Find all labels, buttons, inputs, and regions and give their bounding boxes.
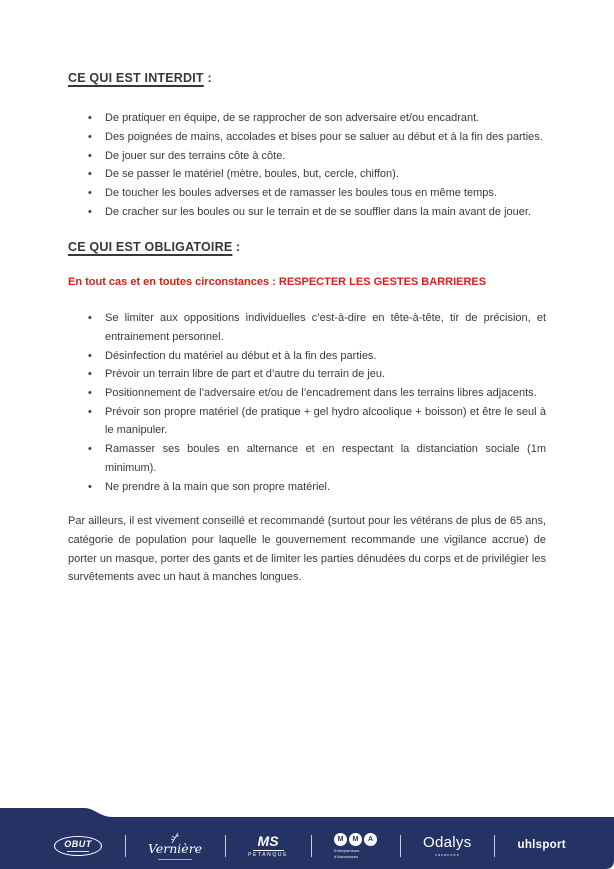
footer-divider — [125, 835, 126, 857]
sponsor-row — [0, 823, 614, 869]
sponsor-logo-verniere — [148, 832, 202, 860]
sponsor-logo-mma — [334, 833, 377, 858]
footer-divider — [494, 835, 495, 857]
heading-interdit-text: CE QUI EST INTERDIT — [68, 71, 204, 85]
sponsor-footer — [0, 808, 614, 869]
list-item: • Positionnement de l’adversaire et/ou de l’encadrement dans les terrains libres adjacents. — [68, 384, 546, 403]
document-body — [68, 68, 546, 587]
obut-label: OBUT — [64, 839, 92, 850]
sponsor-logo-ms-petanque — [248, 834, 288, 858]
list-item: • De pratiquer en équipe, de se rapprocher de son adversaire et/ou encadrant. — [68, 109, 546, 128]
odalys-vacances-label: vacances — [434, 851, 460, 857]
list-item: • Ramasser ses boules en alternance et en respectant la distanciation sociale (1m minimum). — [68, 440, 546, 477]
ms-label: MS — [253, 834, 284, 851]
list-obligatoire — [68, 309, 546, 496]
list-item: • Désinfection du matériel au début et à la fin des parties. — [68, 347, 546, 366]
list-item: • Ne prendre à la main que son propre matériel. — [68, 478, 546, 497]
list-item: • De toucher les boules adverses et de ramasser les boules tous en même temps. — [68, 184, 546, 203]
list-interdit — [68, 109, 546, 221]
list-item: • Prévoir son propre matériel (de pratique + gel hydro alcoolique + boisson) et être le seul à le manipuler. — [68, 403, 546, 440]
uhlsport-label: uhlsport — [517, 839, 566, 852]
list-item: • Se limiter aux oppositions individuelles c’est-à-dire en tête-à-tête, tir de précision, et entrainement personnel. — [68, 309, 546, 346]
mma-tagline — [334, 848, 359, 858]
sponsor-logo-uhlsport — [518, 840, 566, 852]
mma-tagline-line1: Entrepreneurs — [334, 848, 360, 854]
list-item: • De jouer sur des terrains côte à côte. — [68, 147, 546, 166]
heading-obligatoire-colon: : — [232, 240, 241, 255]
verniere-label: Vernière — [148, 841, 203, 857]
mma-letter-m2: M — [349, 833, 362, 846]
list-item: • De se passer le matériel (mètre, boules, but, cercle, chiffon). — [68, 165, 546, 184]
heading-obligatoire-text: CE QUI EST OBLIGATOIRE — [68, 240, 233, 255]
gestes-barrieres-warning: En tout cas et en toutes circonstances : RESPECTER LES GESTES BARRIERES — [68, 275, 487, 288]
mma-circles-icon — [334, 833, 377, 846]
obut-tagline-line — [67, 851, 89, 852]
heading-obligatoire — [68, 237, 546, 258]
sponsor-logo-obut — [54, 836, 102, 856]
list-item: • De cracher sur les boules ou sur le terrain et de se souffler dans la main avant de jouer. — [68, 203, 546, 222]
mma-tagline-line2: d’Assurances — [334, 853, 359, 859]
closing-paragraph: Par ailleurs, il est vivement conseillé et recommandé (surtout pour les vétérans de plus de 65 ans, catégorie de population pour laquelle le gouvernement recommande une vigilance accrue) de porter un masque, porter des gants et de limiter les parties dénudées du corps et de privilégier les survêtements avec un haut à manches longues. — [68, 515, 546, 584]
verniere-tagline-line — [158, 859, 192, 860]
mma-letter-a: A — [364, 833, 377, 846]
heading-interdit-colon: : — [203, 71, 212, 85]
mma-letter-m1: M — [334, 833, 347, 846]
footer-divider — [400, 835, 401, 857]
footer-divider — [311, 835, 312, 857]
list-item: • Des poignées de mains, accolades et bises pour se saluer au début et à la fin des parties. — [68, 128, 546, 147]
list-item: • Prévoir un terrain libre de part et d’autre du terrain de jeu. — [68, 365, 546, 384]
sponsor-logo-odalys — [423, 835, 472, 857]
heading-interdit — [68, 68, 546, 89]
odalys-label: Odalys — [423, 834, 472, 852]
footer-divider — [225, 835, 226, 857]
obut-oval-icon — [54, 836, 102, 856]
ms-petanque-label: PETANQUE — [248, 851, 289, 858]
